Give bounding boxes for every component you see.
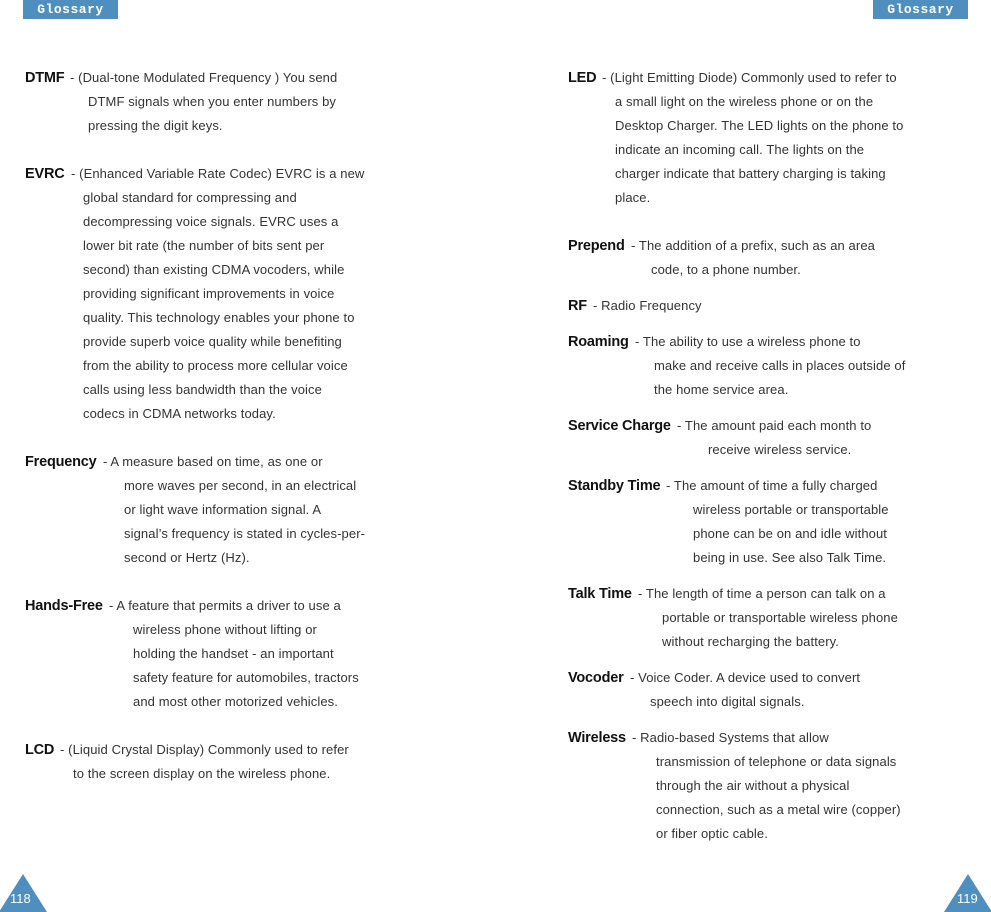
- glossary-entry-evrc: [25, 162, 435, 426]
- glossary-definition-line: code, to a phone number.: [651, 262, 801, 277]
- glossary-term: Standby Time: [568, 478, 661, 494]
- glossary-definition-line: - (Liquid Crystal Display) Commonly used to refer: [60, 742, 349, 757]
- glossary-definition-line: indicate an incoming call. The lights on the: [615, 142, 865, 157]
- glossary-entry-roaming: [568, 330, 973, 402]
- glossary-term: Service Charge: [568, 418, 671, 434]
- glossary-definition-line: or light wave information signal. A: [124, 502, 322, 517]
- glossary-definition-line: through the air without a physical: [656, 778, 850, 793]
- glossary-definition-line: being in use. See also Talk Time.: [693, 550, 887, 565]
- glossary-definition-line: phone can be on and idle without: [693, 526, 888, 541]
- glossary-definition-line: - Radio Frequency: [593, 298, 702, 313]
- glossary-definition-line: receive wireless service.: [708, 442, 852, 457]
- glossary-term: Prepend: [568, 238, 625, 254]
- glossary-definition-line: or fiber optic cable.: [656, 826, 768, 841]
- glossary-definition-line: more waves per second, in an electrical: [124, 478, 357, 493]
- glossary-definition-line: from the ability to process more cellular voice: [83, 358, 348, 373]
- glossary-definition-line: portable or transportable wireless phone: [662, 610, 898, 625]
- glossary-entry-frequency: [25, 450, 435, 570]
- glossary-entry-prepend: [568, 234, 973, 282]
- glossary-entry-lcd: [25, 738, 435, 786]
- glossary-definition-line: - The ability to use a wireless phone to: [635, 334, 861, 349]
- glossary-term: LED: [568, 70, 597, 86]
- glossary-entry-standby-time: [568, 474, 973, 570]
- glossary-definition-line: - A measure based on time, as one or: [103, 454, 323, 469]
- glossary-definition-line: - The amount of time a fully charged: [666, 478, 878, 493]
- glossary-term: Frequency: [25, 454, 97, 470]
- glossary-definition-line: charger indicate that battery charging is taking: [615, 166, 886, 181]
- glossary-entry-wireless: [568, 726, 973, 846]
- glossary-definition-line: wireless portable or transportable: [693, 502, 889, 517]
- glossary-definition-line: connection, such as a metal wire (copper): [656, 802, 901, 817]
- glossary-definition-line: pressing the digit keys.: [88, 118, 223, 133]
- glossary-definition-line: decompressing voice signals. EVRC uses a: [83, 214, 339, 229]
- glossary-entry-service-charge: [568, 414, 973, 462]
- glossary-term: LCD: [25, 742, 55, 758]
- glossary-definition-line: to the screen display on the wireless phone.: [73, 766, 331, 781]
- glossary-definition-line: - A feature that permits a driver to use a: [109, 598, 341, 613]
- glossary-definition-line: and most other motorized vehicles.: [133, 694, 338, 709]
- glossary-term: Hands-Free: [25, 598, 103, 614]
- right-column: [568, 66, 973, 846]
- glossary-definition-line: second or Hertz (Hz).: [124, 550, 250, 565]
- glossary-definition-line: signal’s frequency is stated in cycles-per-: [124, 526, 366, 541]
- glossary-definition-line: - The addition of a prefix, such as an area: [631, 238, 875, 253]
- glossary-definition-line: global standard for compressing and: [83, 190, 297, 205]
- glossary-definition-line: - The length of time a person can talk on a: [638, 586, 886, 601]
- glossary-definition-line: holding the handset - an important: [133, 646, 334, 661]
- glossary-definition-line: the home service area.: [654, 382, 789, 397]
- glossary-definition-line: safety feature for automobiles, tractors: [133, 670, 359, 685]
- glossary-definition-line: a small light on the wireless phone or on the: [615, 94, 874, 109]
- glossary-definition-line: - (Enhanced Variable Rate Codec) EVRC is a new: [71, 166, 365, 181]
- glossary-definition-line: without recharging the battery.: [662, 634, 840, 649]
- glossary-term: Wireless: [568, 730, 626, 746]
- glossary-definition-line: codecs in CDMA networks today.: [83, 406, 276, 421]
- glossary-definition-line: - (Light Emitting Diode) Commonly used to refer to: [602, 70, 897, 85]
- glossary-definition-line: provide superb voice quality while benefiting: [83, 334, 342, 349]
- glossary-definition-line: - Radio-based Systems that allow: [632, 730, 829, 745]
- glossary-definition-line: second) than existing CDMA vocoders, while: [83, 262, 345, 277]
- glossary-definition-line: calls using less bandwidth than the voice: [83, 382, 322, 397]
- glossary-definition-line: lower bit rate (the number of bits sent per: [83, 238, 325, 253]
- glossary-definition-line: wireless phone without lifting or: [133, 622, 317, 637]
- glossary-definition-line: speech into digital signals.: [650, 694, 805, 709]
- glossary-definition-line: Desktop Charger. The LED lights on the phone to: [615, 118, 904, 133]
- glossary-definition-line: transmission of telephone or data signals: [656, 754, 897, 769]
- glossary-entry-led: [568, 66, 973, 210]
- glossary-definition-line: - Voice Coder. A device used to convert: [630, 670, 861, 685]
- glossary-definition-line: place.: [615, 190, 651, 205]
- glossary-term: Talk Time: [568, 586, 632, 602]
- left-column: [25, 66, 435, 786]
- glossary-term: RF: [568, 298, 587, 314]
- page-number-right: 119: [957, 891, 978, 906]
- glossary-entry-dtmf: [25, 66, 435, 138]
- glossary-definition-line: - (Dual-tone Modulated Frequency ) You send: [70, 70, 338, 85]
- glossary-tab-right: Glossary: [873, 0, 968, 19]
- glossary-term: Roaming: [568, 334, 629, 350]
- glossary-term: DTMF: [25, 70, 65, 86]
- glossary-entry-talk-time: [568, 582, 973, 654]
- glossary-definition-line: providing significant improvements in voice: [83, 286, 335, 301]
- glossary-definition-line: DTMF signals when you enter numbers by: [88, 94, 337, 109]
- page-number-left: 118: [10, 891, 31, 906]
- glossary-entry-vocoder: [568, 666, 973, 714]
- glossary-term: Vocoder: [568, 670, 624, 686]
- glossary-entry-hands-free: [25, 594, 435, 714]
- glossary-tab-left: Glossary: [23, 0, 118, 19]
- glossary-entry-rf: [568, 294, 973, 318]
- glossary-definition-line: quality. This technology enables your phone to: [83, 310, 355, 325]
- glossary-term: EVRC: [25, 166, 65, 182]
- glossary-definition-line: - The amount paid each month to: [677, 418, 872, 433]
- glossary-definition-line: make and receive calls in places outside of: [654, 358, 906, 373]
